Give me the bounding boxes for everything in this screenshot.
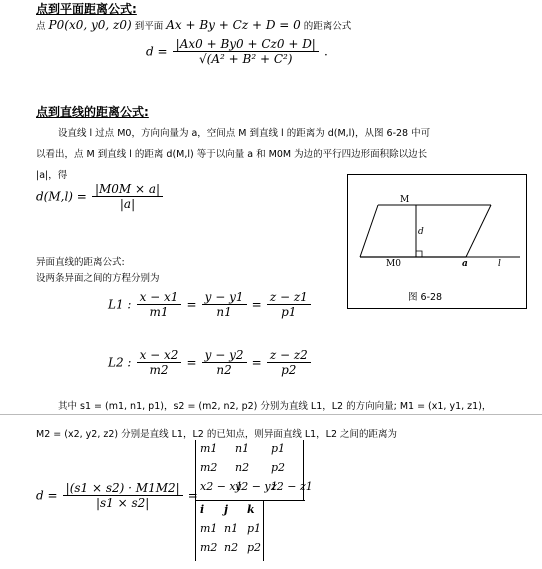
det-cell: y2 − y1	[235, 480, 278, 493]
det-cell: p2	[247, 541, 262, 554]
l1-frac2-num: y − y1	[202, 290, 247, 305]
section-heading-point-plane: 点到平面距离公式:	[36, 2, 137, 16]
l2-frac3-den: p2	[281, 363, 297, 377]
det-top	[195, 440, 313, 500]
l1-label: L1 :	[108, 297, 132, 312]
l1-frac2-den: n1	[216, 305, 232, 319]
point-plane-formula	[146, 37, 328, 66]
label-m: M	[400, 195, 410, 205]
point-line-para2: 以看出，点 M 到直线 l 的距离 d(M,l) 等于以向量 a 和 M0M 为边的平行四边形面积除以边长	[36, 149, 428, 160]
det-cell: n2	[235, 461, 250, 474]
formula-lhs: d(M,l) =	[36, 189, 87, 204]
det-cell: p1	[271, 442, 286, 455]
det-cell: m1	[200, 522, 218, 535]
point-line-formula	[36, 182, 163, 211]
det-cell: i	[200, 503, 205, 516]
skew-lines-intro: 设两条异面之间的方程分别为	[36, 273, 160, 284]
formula-numerator: |Ax0 + By0 + Cz0 + D|	[173, 37, 319, 52]
section-heading-skew-lines: 异面直线的距离公式:	[36, 257, 125, 268]
intro-pre: 点	[36, 21, 46, 32]
intro-post: 的距离公式	[303, 21, 352, 32]
formula-lhs: d =	[146, 44, 168, 59]
label-m0: M0	[386, 259, 401, 269]
figure-6-28	[347, 174, 527, 309]
figure-caption: 图 6-28	[408, 292, 443, 303]
det-cell: j	[224, 503, 228, 516]
formula-period: .	[323, 44, 328, 59]
intro-mid: 到平面	[134, 21, 164, 32]
eq-sign: =	[251, 355, 262, 370]
point-plane-intro	[36, 18, 351, 32]
page-divider	[0, 414, 542, 415]
label-l: l	[498, 259, 501, 269]
l1-frac1-den: m1	[149, 305, 169, 319]
distance-denominator: |s1 × s2|	[95, 496, 150, 510]
section-heading-point-line: 点到直线的距离公式:	[36, 105, 149, 119]
det-cell: n2	[224, 541, 239, 554]
det-cell: m1	[200, 442, 218, 455]
det-cell: p1	[247, 522, 262, 535]
l1-frac3-num: z − z1	[267, 290, 311, 305]
l2-frac2-den: n2	[216, 363, 232, 377]
eq-sign: =	[186, 297, 197, 312]
det-cell: n1	[235, 442, 250, 455]
l2-frac1-den: m2	[149, 363, 169, 377]
eq-sign: =	[186, 355, 197, 370]
formula-denominator: |a|	[119, 197, 136, 211]
skew-lines-note-line1: 其中 s1 = (m1, n1, p1)，s2 = (m2, n2, p2) 分别为直线 L1，L2 的方向向量; M1 = (x1, y1, z1)，	[58, 401, 492, 412]
det-cell: p2	[271, 461, 286, 474]
eq-sign: =	[251, 297, 262, 312]
d-lhs: d =	[36, 488, 58, 503]
point-line-para1: 设直线 l 过点 M0，方向向量为 a，空间点 M 到直线 l 的距离为 d(M,l)，从图 6-28 中可	[58, 128, 431, 139]
line-l1-equation	[108, 290, 311, 319]
plane-equation: Ax + By + Cz + D = 0	[166, 18, 301, 32]
det-cell: x2 − x1	[200, 480, 243, 493]
eq-sign: =	[187, 488, 198, 503]
det-cell: n1	[224, 522, 239, 535]
skew-lines-note-line2: M2 = (x2, y2, z2) 分别是直线 L1，L2 的已知点，则异面直线 L1，L2 之间的距离为	[36, 429, 398, 440]
det-cell: z2 − z1	[271, 480, 313, 493]
l2-frac3-num: z − z2	[267, 348, 311, 363]
line-l2-equation	[108, 348, 311, 377]
point-p0: P0(x0, y0, z0)	[48, 18, 132, 32]
point-line-para3: |a|，得	[36, 170, 68, 181]
l1-frac3-den: p1	[281, 305, 297, 319]
distance-numerator: |(s1 × s2) · M1M2|	[63, 481, 183, 496]
formula-numerator: |M0M × a|	[92, 182, 163, 197]
det-bottom	[195, 501, 305, 561]
l2-frac1-num: x − x2	[137, 348, 182, 363]
formula-denominator: √(A² + B² + C²)	[199, 52, 293, 66]
determinant-ratio	[195, 440, 313, 561]
det-cell: k	[247, 503, 255, 516]
l1-frac1-num: x − x1	[137, 290, 182, 305]
det-cell: m2	[200, 461, 218, 474]
label-a: a	[462, 259, 468, 269]
label-d: d	[418, 227, 424, 237]
skew-distance-formula	[36, 481, 198, 510]
l2-label: L2 :	[108, 355, 132, 370]
l2-frac2-num: y − y2	[202, 348, 247, 363]
det-cell: m2	[200, 541, 218, 554]
